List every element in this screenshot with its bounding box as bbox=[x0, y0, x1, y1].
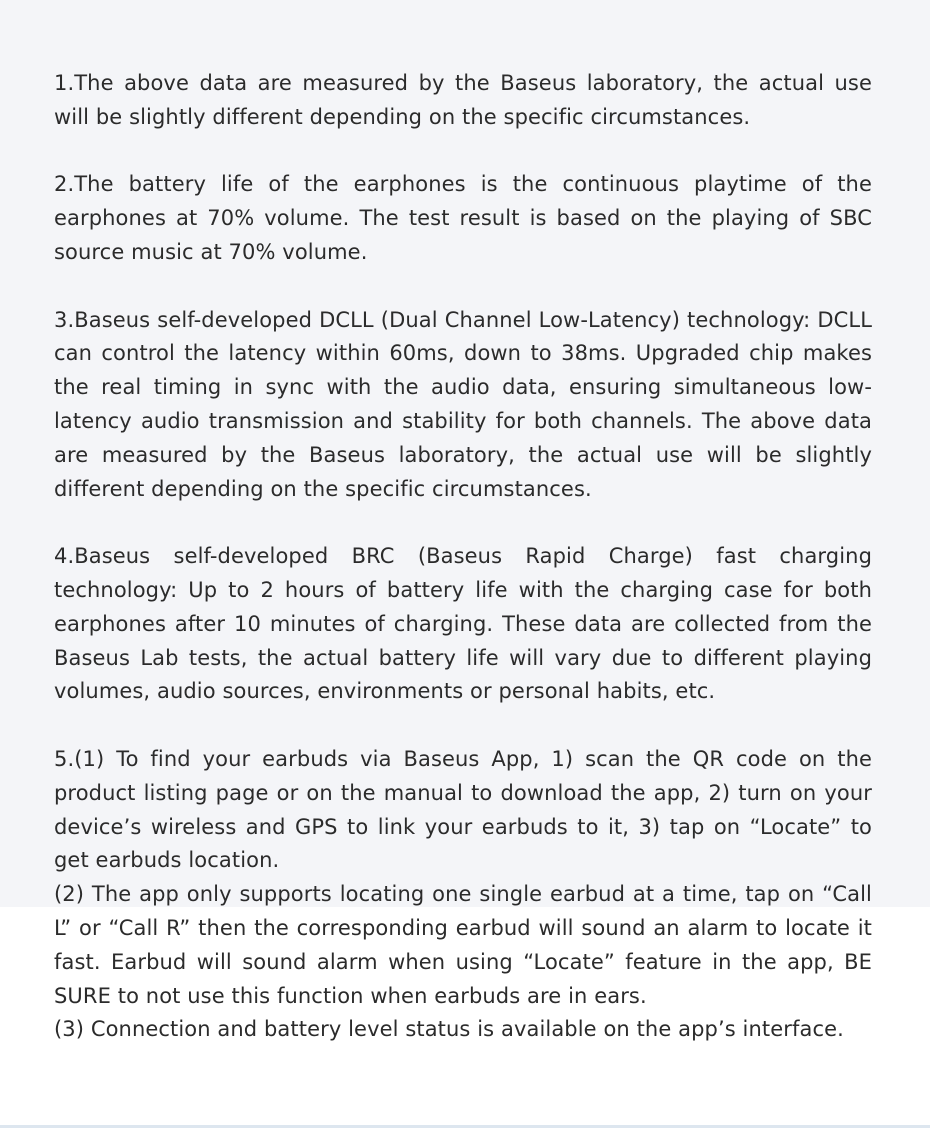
note-5-call-earbud: (2) The app only supports locating one single earbud at a time, tap on “Call L” or “Call R” then the corresponding earbud will sound an alarm to locate it fast. Earbud will sound alarm when using “Locate” feature in the app, BE SURE to not use this function when earbuds are in ears. bbox=[54, 882, 872, 1008]
note-2-battery-life: 2.The battery life of the earphones is the continuous playtime of the earphones at 70% volume. The test result is based on the playing of SBC source music at 70% volume. bbox=[54, 172, 872, 264]
notes-section bbox=[54, 67, 872, 1047]
note-1-measurement: 1.The above data are measured by the Baseus laboratory, the actual use will be slightly different depending on the specific circumstances. bbox=[54, 71, 872, 129]
note-5-find-earbuds: 5.(1) To find your earbuds via Baseus App, 1) scan the QR code on the product listing page or on the manual to download the app, 2) turn on your device’s wireless and GPS to link your earbuds to it, 3) tap on “Locate” to get earbuds location. bbox=[54, 746, 872, 873]
note-5-status: (3) Connection and battery level status is available on the app’s interface. bbox=[54, 1017, 844, 1042]
note-3-dcll-technology: 3.Baseus self-developed DCLL (Dual Channel Low-Latency) technology: DCLL can control the latency within 60ms, down to 38ms. Upgraded chip makes the real timing in sync with the audio data, ensuring simultaneous low-latency audio transmission and stability for both channels. The above data are measured by the Baseus laboratory, the actual use will be slightly different depending on the specific circumstances. bbox=[54, 307, 872, 501]
note-4-brc-charging: 4.Baseus self-developed BRC (Baseus Rapid Charge) fast charging technology: Up to 2 hours of battery life with the charging case for both earphones after 10 minutes of charging. These data are collected from the Baseus Lab tests, the actual battery life will vary due to different playing volumes, audio sources, environments or personal habits, etc. bbox=[54, 544, 872, 704]
